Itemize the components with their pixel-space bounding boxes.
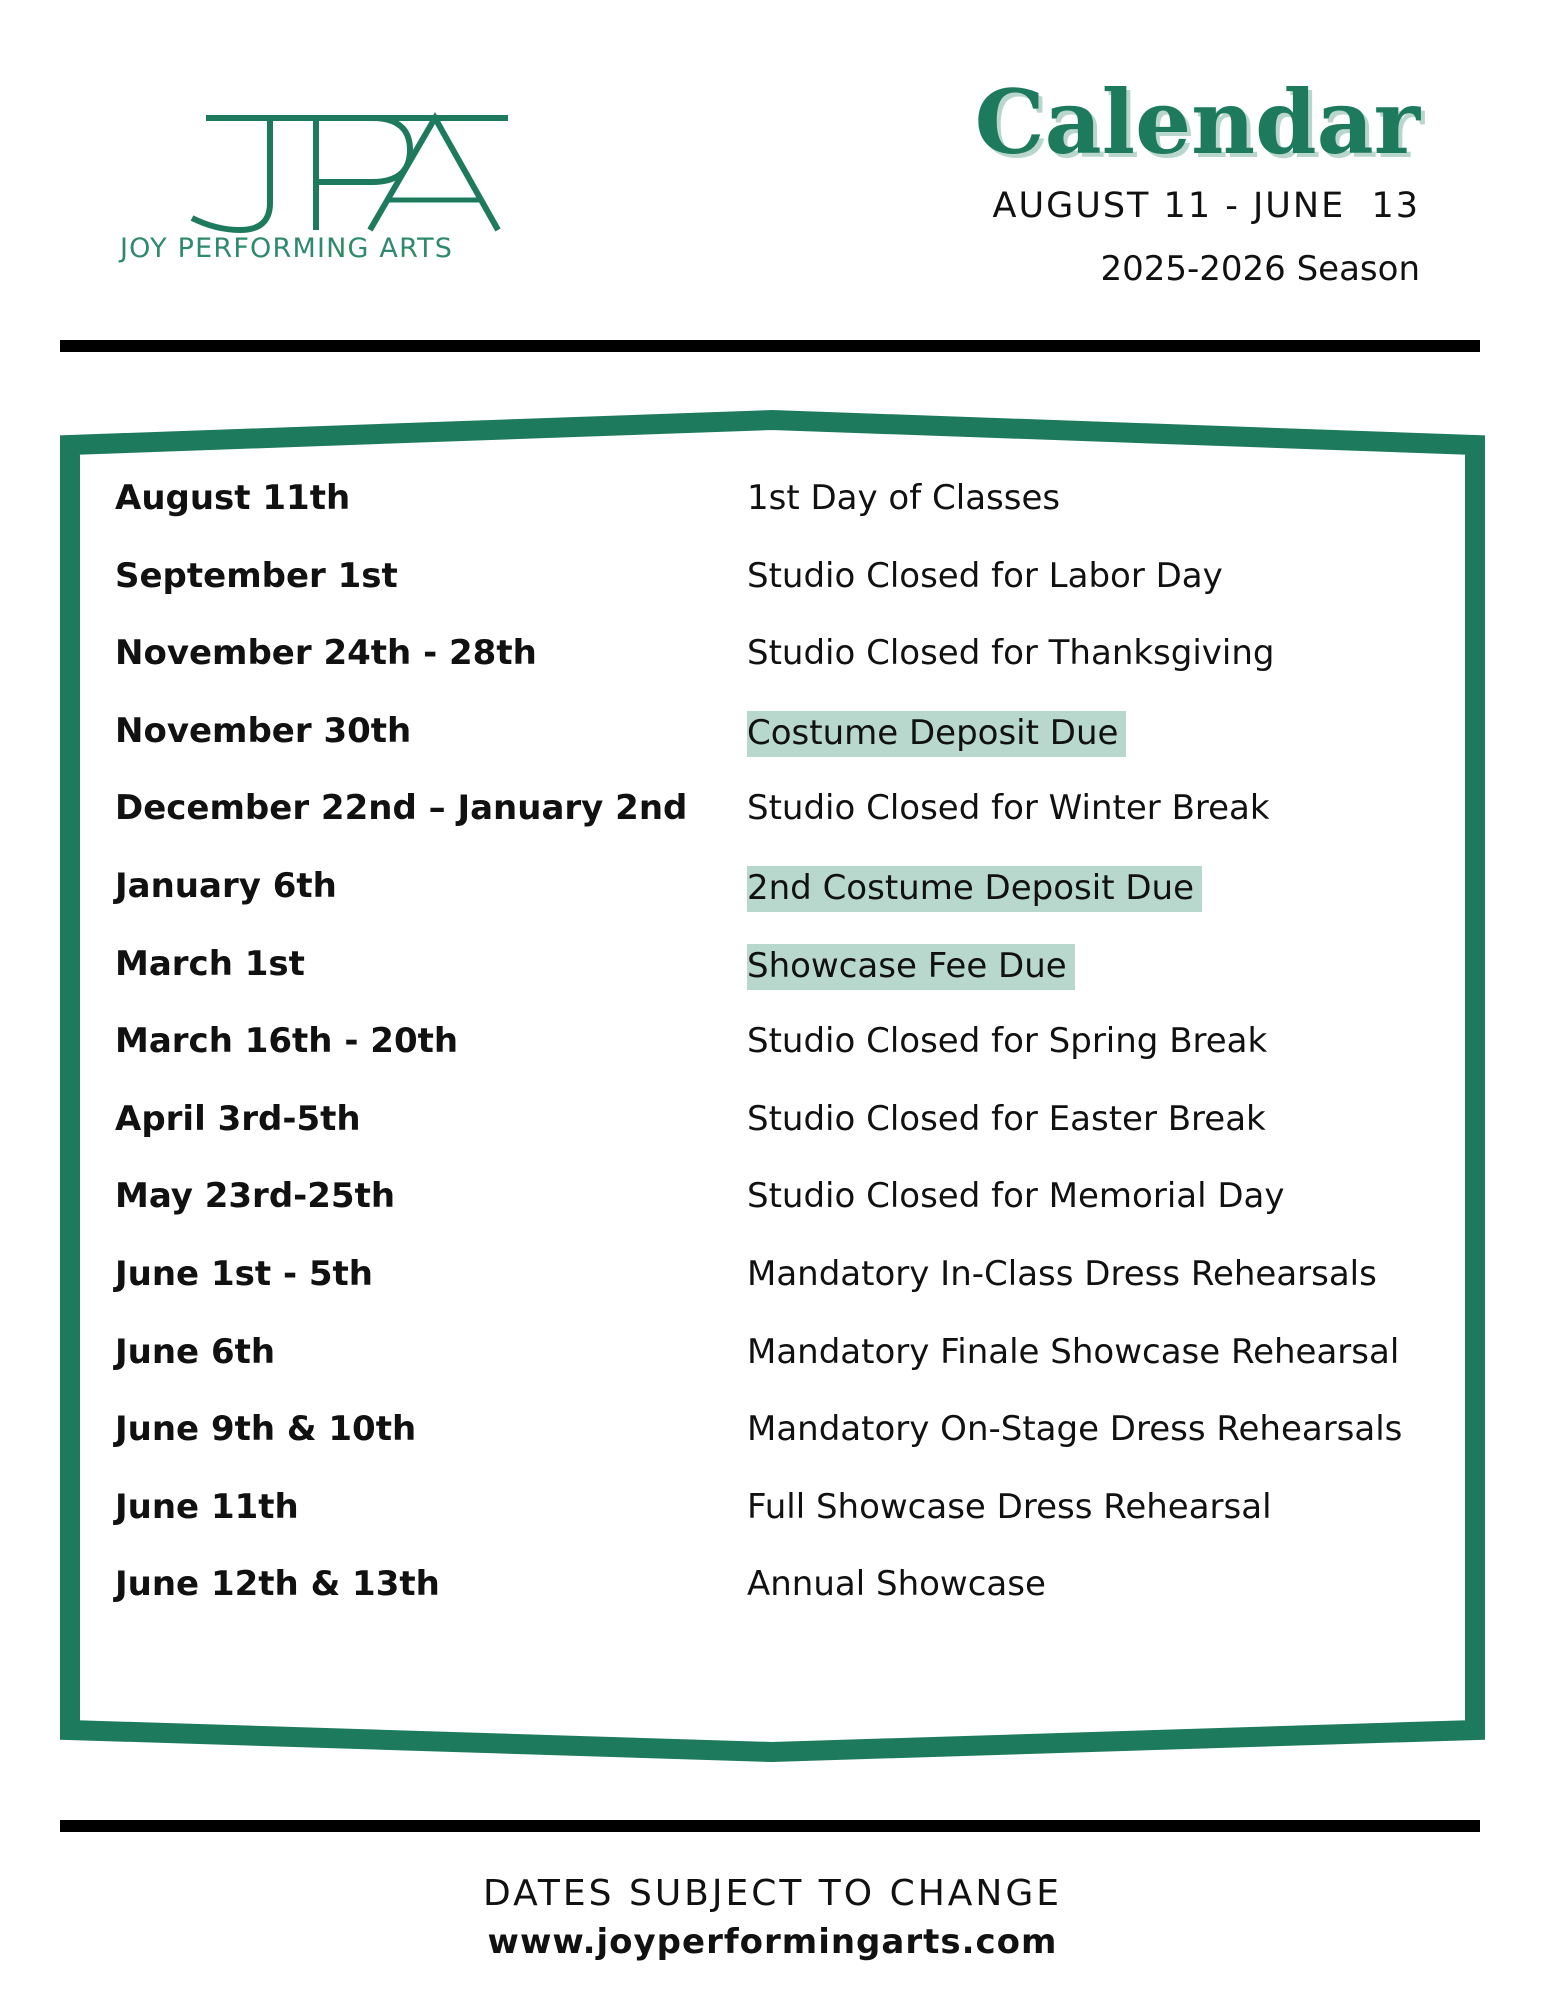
season-label: 2025-2026 Season xyxy=(1100,249,1420,289)
schedule-row xyxy=(115,1556,1445,1634)
schedule-date: June 6th xyxy=(115,1331,276,1372)
schedule-event: Studio Closed for Thanksgiving xyxy=(747,633,1275,674)
schedule-row xyxy=(115,1479,1445,1557)
schedule-row xyxy=(115,1246,1445,1324)
schedule-row xyxy=(115,1168,1445,1246)
schedule-date: March 1st xyxy=(115,943,305,984)
schedule-row xyxy=(115,470,1445,548)
schedule-date: June 12th & 13th xyxy=(115,1564,440,1605)
schedule-date: August 11th xyxy=(115,478,351,518)
schedule-list xyxy=(115,470,1445,1634)
schedule-event: Studio Closed for Winter Break xyxy=(747,788,1270,829)
schedule-event: Studio Closed for Easter Break xyxy=(747,1098,1266,1139)
schedule-date: March 16th - 20th xyxy=(115,1021,459,1062)
schedule-date: June 11th xyxy=(115,1486,299,1527)
schedule-row xyxy=(115,1091,1445,1169)
schedule-event: Annual Showcase xyxy=(747,1564,1046,1605)
schedule-date: June 9th & 10th xyxy=(115,1409,417,1450)
schedule-event: Studio Closed for Spring Break xyxy=(747,1021,1268,1062)
schedule-date: December 22nd – January 2nd xyxy=(115,788,688,829)
logo-organization-name: JOY PERFORMING ARTS xyxy=(120,233,454,264)
schedule-row xyxy=(115,548,1445,626)
schedule-date: June 1st - 5th xyxy=(115,1253,374,1294)
schedule-row xyxy=(115,1013,1445,1091)
schedule-date: November 24th - 28th xyxy=(115,633,537,674)
schedule-date: May 23rd-25th xyxy=(115,1176,396,1217)
schedule-row xyxy=(115,1401,1445,1479)
schedule-event: Mandatory In-Class Dress Rehearsals xyxy=(747,1253,1377,1294)
schedule-row xyxy=(115,625,1445,703)
schedule-event: Full Showcase Dress Rehearsal xyxy=(747,1486,1272,1527)
page-title: Calendar xyxy=(974,70,1420,174)
disclaimer-note: DATES SUBJECT TO CHANGE xyxy=(483,1873,1062,1914)
schedule-row xyxy=(115,858,1445,936)
schedule-row xyxy=(115,780,1445,858)
schedule-event: Studio Closed for Memorial Day xyxy=(747,1176,1285,1217)
schedule-row xyxy=(115,703,1445,781)
schedule-date: January 6th xyxy=(115,865,337,906)
schedule-event-highlighted: Showcase Fee Due xyxy=(747,944,1075,990)
schedule-event: Mandatory On-Stage Dress Rehearsals xyxy=(747,1409,1403,1450)
schedule-date: November 30th xyxy=(115,710,412,751)
schedule-event: Mandatory Finale Showcase Rehearsal xyxy=(747,1331,1400,1372)
schedule-event-highlighted: 2nd Costume Deposit Due xyxy=(747,866,1202,912)
website-link[interactable]: www.joyperformingarts.com xyxy=(487,1922,1058,1962)
schedule-date: April 3rd-5th xyxy=(115,1098,361,1139)
schedule-event: Studio Closed for Labor Day xyxy=(747,555,1223,596)
schedule-row xyxy=(115,1324,1445,1402)
schedule-event-highlighted: Costume Deposit Due xyxy=(747,711,1126,757)
schedule-event: 1st Day of Classes xyxy=(747,478,1061,518)
schedule-row xyxy=(115,936,1445,1014)
bottom-divider xyxy=(60,1820,1480,1832)
date-range: AUGUST 11 - JUNE 13 xyxy=(992,186,1420,226)
schedule-date: September 1st xyxy=(115,555,398,596)
